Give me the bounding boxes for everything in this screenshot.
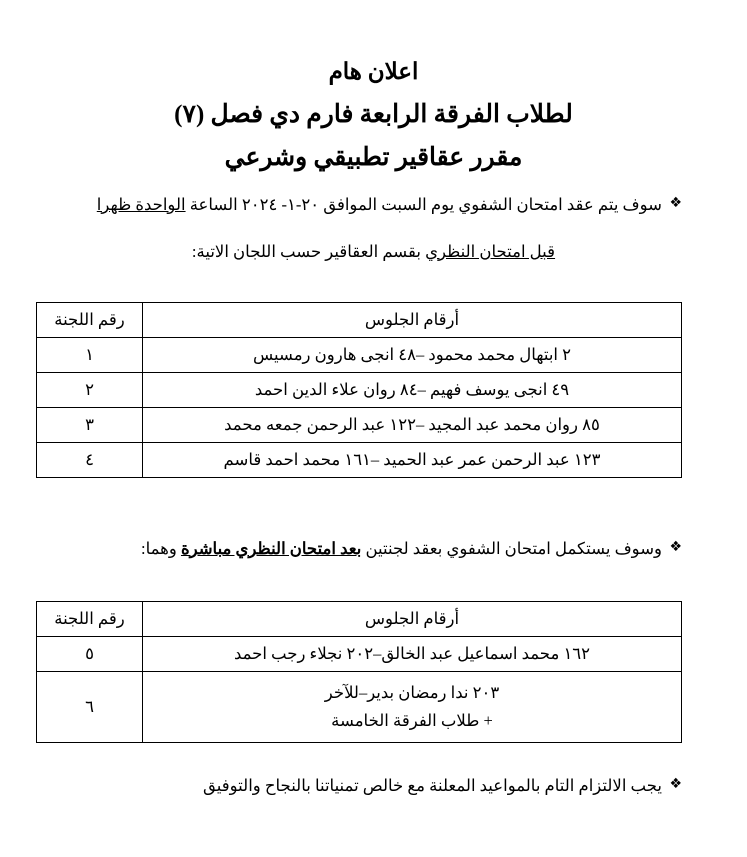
cell-committee-number: ٦ bbox=[37, 672, 143, 743]
notice-2-plain-start: وسوف يستكمل امتحان الشفوي بعقد لجنتين bbox=[361, 538, 662, 558]
cell-seat-numbers: ٤٩ انجى يوسف فهيم –٨٤ روان علاء الدين احمد bbox=[143, 372, 682, 407]
subline-before-theory-exam bbox=[65, 242, 682, 262]
table-header-row bbox=[37, 602, 682, 637]
header-seat-numbers: أرقام الجلوس bbox=[143, 602, 682, 637]
page-title-main: اعلان هام bbox=[328, 59, 419, 84]
notice-1-underlined: الواحدة ظهرا bbox=[96, 195, 186, 214]
cell-seat-numbers: ١٢٣ عبد الرحمن عمر عبد الحميد –١٦١ محمد احمد قاسم bbox=[143, 442, 682, 477]
notice-oral-exam-date bbox=[65, 192, 682, 218]
page-title-audience: لطلاب الفرقة الرابعة فارم دي فصل (٧) bbox=[174, 101, 573, 128]
notice-closing-wishes bbox=[65, 773, 682, 799]
notice-two-extra-committees bbox=[65, 536, 682, 562]
table-row bbox=[37, 337, 682, 372]
cell-seat-numbers: ١٦٢ محمد اسماعيل عبد الخالق–٢٠٢ نجلاء رجب احمد bbox=[143, 637, 682, 672]
table-row bbox=[37, 637, 682, 672]
cell-committee-number: ٣ bbox=[37, 407, 143, 442]
committees-table-second bbox=[36, 601, 682, 743]
diamond-bullet-icon: ❖ bbox=[669, 195, 682, 211]
notice-two-extra-committees-text bbox=[65, 536, 662, 562]
header-seat-numbers: أرقام الجلوس bbox=[143, 302, 682, 337]
page-title-course: مقرر عقاقير تطبيقي وشرعي bbox=[224, 144, 523, 171]
table-row bbox=[37, 442, 682, 477]
diamond-bullet-icon: ❖ bbox=[669, 776, 682, 793]
cell-seat-line: + طلاب الفرقة الخامسة bbox=[331, 711, 493, 731]
cell-seat-numbers bbox=[143, 672, 682, 743]
table-header-row bbox=[37, 302, 682, 337]
table-row bbox=[37, 407, 682, 442]
header-committee-number: رقم اللجنة bbox=[37, 602, 143, 637]
cell-seat-numbers: ٢ ابتهال محمد محمود –٤٨ انجى هارون رمسيس bbox=[143, 337, 682, 372]
notice-1-plain: سوف يتم عقد امتحان الشفوي يوم السبت الموافق ٢٠-١- ٢٠٢٤ الساعة bbox=[185, 195, 662, 214]
cell-seat-line: ٢٠٣ ندا رمضان بدير–للآخر bbox=[324, 683, 500, 703]
page-title-block bbox=[0, 0, 747, 170]
notice-2-underlined: بعد امتحان النظري مباشرة bbox=[180, 538, 362, 558]
notice-oral-exam-date-text bbox=[65, 192, 662, 218]
subline-1-plain: بقسم العقاقير حسب اللجان الاتية: bbox=[191, 241, 426, 261]
cell-committee-number: ٤ bbox=[37, 442, 143, 477]
document-body bbox=[0, 192, 747, 799]
cell-committee-number: ١ bbox=[37, 337, 143, 372]
subline-1-underlined: قبل امتحان النظري bbox=[425, 241, 556, 261]
cell-committee-number: ٥ bbox=[37, 637, 143, 672]
table-row bbox=[37, 372, 682, 407]
cell-committee-number: ٢ bbox=[37, 372, 143, 407]
notice-closing-wishes-text: يجب الالتزام التام بالمواعيد المعلنة مع خالص تمنياتنا بالنجاح والتوفيق bbox=[203, 776, 662, 796]
diamond-bullet-icon: ❖ bbox=[669, 538, 682, 555]
table-row bbox=[37, 672, 682, 743]
header-committee-number: رقم اللجنة bbox=[37, 302, 143, 337]
notice-2-plain-end: وهما: bbox=[141, 538, 181, 558]
cell-seat-numbers: ٨٥ روان محمد عبد المجيد –١٢٢ عبد الرحمن جمعه محمد bbox=[143, 407, 682, 442]
committees-table-first bbox=[36, 302, 682, 478]
